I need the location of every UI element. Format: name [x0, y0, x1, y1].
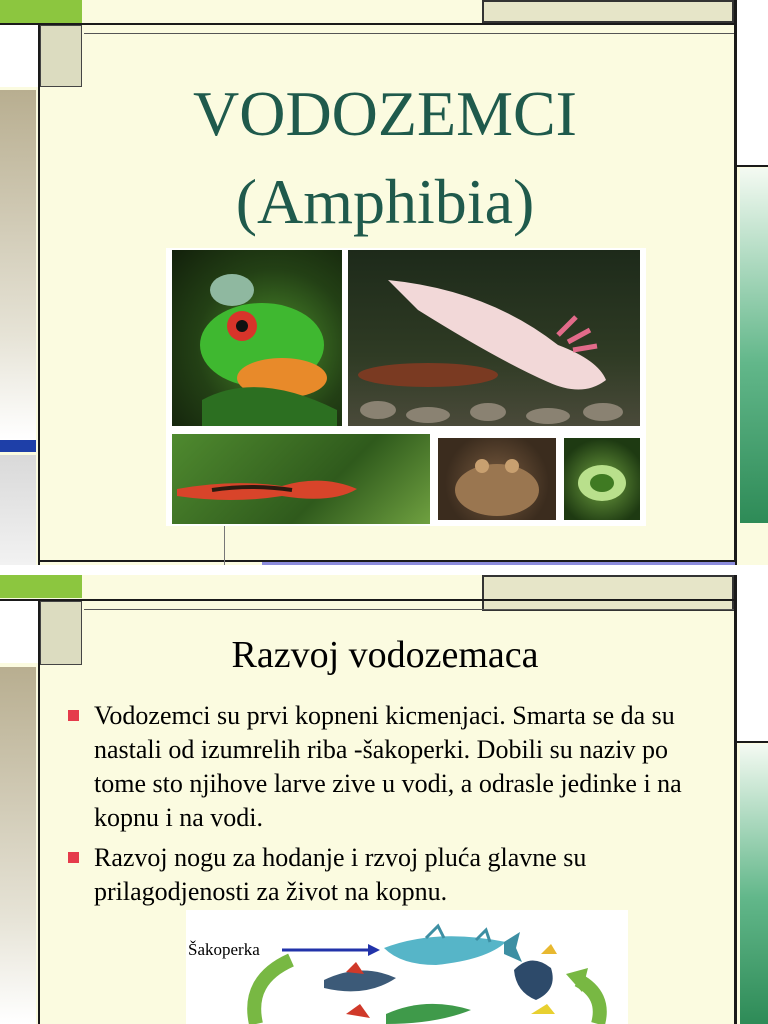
- bullet-list: [68, 699, 718, 915]
- cycle-arrow-right-icon: [566, 968, 600, 1024]
- arrow-icon: [282, 944, 380, 956]
- right-rule-h: [737, 165, 768, 167]
- leaf-frog-icon: [564, 438, 640, 520]
- bullet-square-icon: [68, 852, 79, 863]
- salamander-photo: [172, 434, 430, 524]
- left-gradient-bar: [0, 90, 36, 440]
- right-green-bar: [740, 744, 768, 1024]
- left-blue-mark: [0, 440, 36, 452]
- tree-frog-icon: [172, 250, 342, 426]
- top-green-block: [0, 0, 82, 23]
- bullet-square-icon: [68, 710, 79, 721]
- toad-icon: [438, 438, 556, 520]
- left-white-block: [0, 25, 38, 87]
- top-right-block: [482, 0, 734, 23]
- early-tetrapod-icon: [514, 944, 557, 1000]
- left-grey-square: [40, 25, 82, 87]
- right-rule-h: [737, 741, 768, 743]
- axolotl-icon: [348, 250, 640, 426]
- axolotl-photo: [348, 250, 640, 426]
- bullet-text: Razvoj nogu za hodanje i rzvoj pluća glavne su prilagodjenosti za život na kopnu.: [94, 843, 587, 906]
- top-rule-2: [84, 609, 768, 610]
- salamander-icon: [172, 434, 430, 524]
- evolution-diagram: [186, 910, 628, 1024]
- left-grey-square: [40, 601, 82, 665]
- bullet-item: [68, 841, 718, 909]
- slide-title-line-2: (Amphibia): [235, 166, 535, 237]
- diagram-label-sakoperka: Šakoperka: [188, 940, 260, 959]
- amphibian-icon: [346, 1004, 555, 1024]
- toad-photo: [438, 438, 556, 520]
- cycle-arrow-left-icon: [254, 960, 291, 1024]
- tree-frog-photo: [172, 250, 342, 426]
- slide-gap: [0, 565, 768, 575]
- fish-with-fins-icon: [324, 962, 396, 991]
- photo-collage: [166, 248, 646, 526]
- small-frog-photo: [564, 438, 640, 520]
- slide-2: [0, 575, 768, 1024]
- right-white-block: [737, 575, 768, 741]
- left-rule: [38, 601, 40, 1024]
- top-right-block: [482, 575, 734, 611]
- slide-title: Razvoj vodozemaca: [231, 634, 539, 676]
- lobe-finned-fish-icon: [384, 926, 522, 965]
- top-rule: [0, 599, 768, 601]
- slide-title-line-1: VODOZEMCI: [193, 78, 577, 149]
- right-white-block: [737, 0, 768, 165]
- left-white-block: [0, 601, 38, 663]
- top-rule: [0, 23, 768, 25]
- left-grey-bar: [0, 455, 36, 565]
- top-green-block: [0, 575, 82, 598]
- left-gradient-bar: [0, 667, 36, 1024]
- left-rule: [38, 25, 40, 565]
- right-green-bar: [740, 168, 768, 523]
- bottom-small-v: [224, 525, 225, 565]
- bullet-text: Vodozemci su prvi kopneni kicmenjaci. Smarta se da su nastali od izumrelih riba -šakoperki. Dobili su naziv po tome sto njihove larve zive u vodi, a odrasle jedinke i na kopnu i na vodi.: [94, 701, 682, 832]
- top-rule-2: [84, 33, 768, 34]
- evolution-diagram-art: [186, 910, 628, 1024]
- bullet-item: [68, 699, 718, 835]
